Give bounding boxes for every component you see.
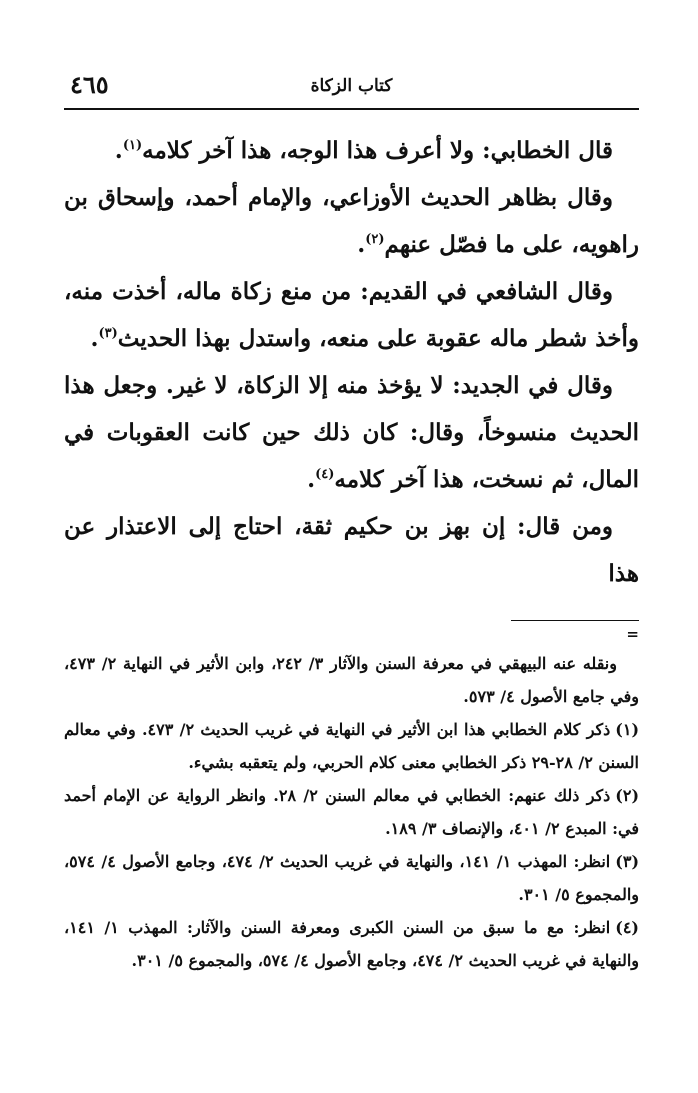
footnote-reference: (٤) [315, 467, 335, 482]
footnote-label: (١) [615, 720, 640, 739]
footnote-label: (٤) [615, 918, 639, 937]
footnote-1 [64, 713, 639, 779]
running-title: كتاب الزكاة [310, 76, 393, 96]
paragraph-tail: . [114, 137, 123, 164]
paragraph-tail: . [357, 231, 366, 258]
paragraph-text: وقال بظاهر الحديث الأوزاعي، والإمام أحمد، وإسحاق بن راهويه، على ما فصّل عنهم [64, 184, 639, 258]
paragraph-text: وقال في الجديد: لا يؤخذ منه إلا الزكاة، لا غير. وجعل هذا الحديث منسوخاً، وقال: كان ذلك حين كانت العقوبات في المال، ثم نسخت، هذا آخر كلامه [64, 372, 639, 493]
footnote-text: انظر: المهذب ١/ ١٤١، والنهاية في غريب الحديث ٢/ ٤٧٤، وجامع الأصول ٤/ ٥٧٤، والمجموع ٥/ ٣٠١. [64, 852, 639, 904]
footnote-4 [64, 911, 639, 977]
footnote-continuation-mark: = [626, 625, 639, 643]
footnote-reference: (١) [122, 138, 143, 153]
footnote-label: (٣) [615, 852, 640, 871]
paragraph-khattabi [64, 127, 639, 174]
paragraph-tail: . [90, 325, 99, 352]
paragraph-text: قال الخطابي: ولا أعرف هذا الوجه، هذا آخر كلامه [142, 137, 613, 164]
footnotes [64, 647, 639, 977]
paragraph-text: ومن قال: إن بهز بن حكيم ثقة، احتاج إلى الاعتذار عن هذا [64, 513, 639, 587]
footnote-label: (٢) [615, 786, 640, 805]
paragraph-bahz [64, 503, 639, 597]
footnote-3 [64, 845, 639, 911]
book-page [64, 70, 639, 977]
footnote-reference: (٣) [98, 326, 118, 341]
footnote-reference: (٢) [365, 232, 385, 247]
paragraph-tail: . [307, 466, 316, 493]
footnote-separator [511, 620, 639, 621]
footnote-text: ذكر ذلك عنهم: الخطابي في معالم السنن ٢/ ٢٨. وانظر الرواية عن الإمام أحمد في: المبدع ٢/ ٤٠١، والإنصاف ٣/ ١٨٩. [64, 786, 639, 838]
footnote-text: انظر: مع ما سبق من السنن الكبرى ومعرفة السنن والآثار: المهذب ١/ ١٤١، والنهاية في غريب الحديث ٢/ ٤٧٤، وجامع الأصول ٤/ ٥٧٤، والمجموع ٥/ ٣٠١. [64, 918, 639, 970]
paragraph-shafii-new [64, 362, 639, 503]
footnote-text: ذكر كلام الخطابي هذا ابن الأثير في النهاية في غريب الحديث ٢/ ٤٧٣. وفي معالم السنن ٢/ ٢٨-٢٩ ذكر الخطابي معنى كلام الحربي، ولم يتعقبه بشيء. [64, 720, 639, 772]
page-number: ٤٦٥ [70, 70, 109, 99]
footnote-carry-over: ونقله عنه البيهقي في معرفة السنن والآثار ٣/ ٢٤٢، وابن الأثير في النهاية ٢/ ٤٧٣، وفي جامع الأصول ٤/ ٥٧٣. [64, 654, 639, 706]
running-header [64, 70, 639, 110]
paragraph-awzai [64, 174, 639, 268]
paragraph-text: وقال الشافعي في القديم: من منع زكاة ماله، أخذت منه، وأخذ شطر ماله عقوبة على منعه، واستدل بهذا الحديث [64, 278, 639, 352]
main-text [64, 127, 639, 597]
footnote-2 [64, 779, 639, 845]
paragraph-shafii-old [64, 268, 639, 362]
